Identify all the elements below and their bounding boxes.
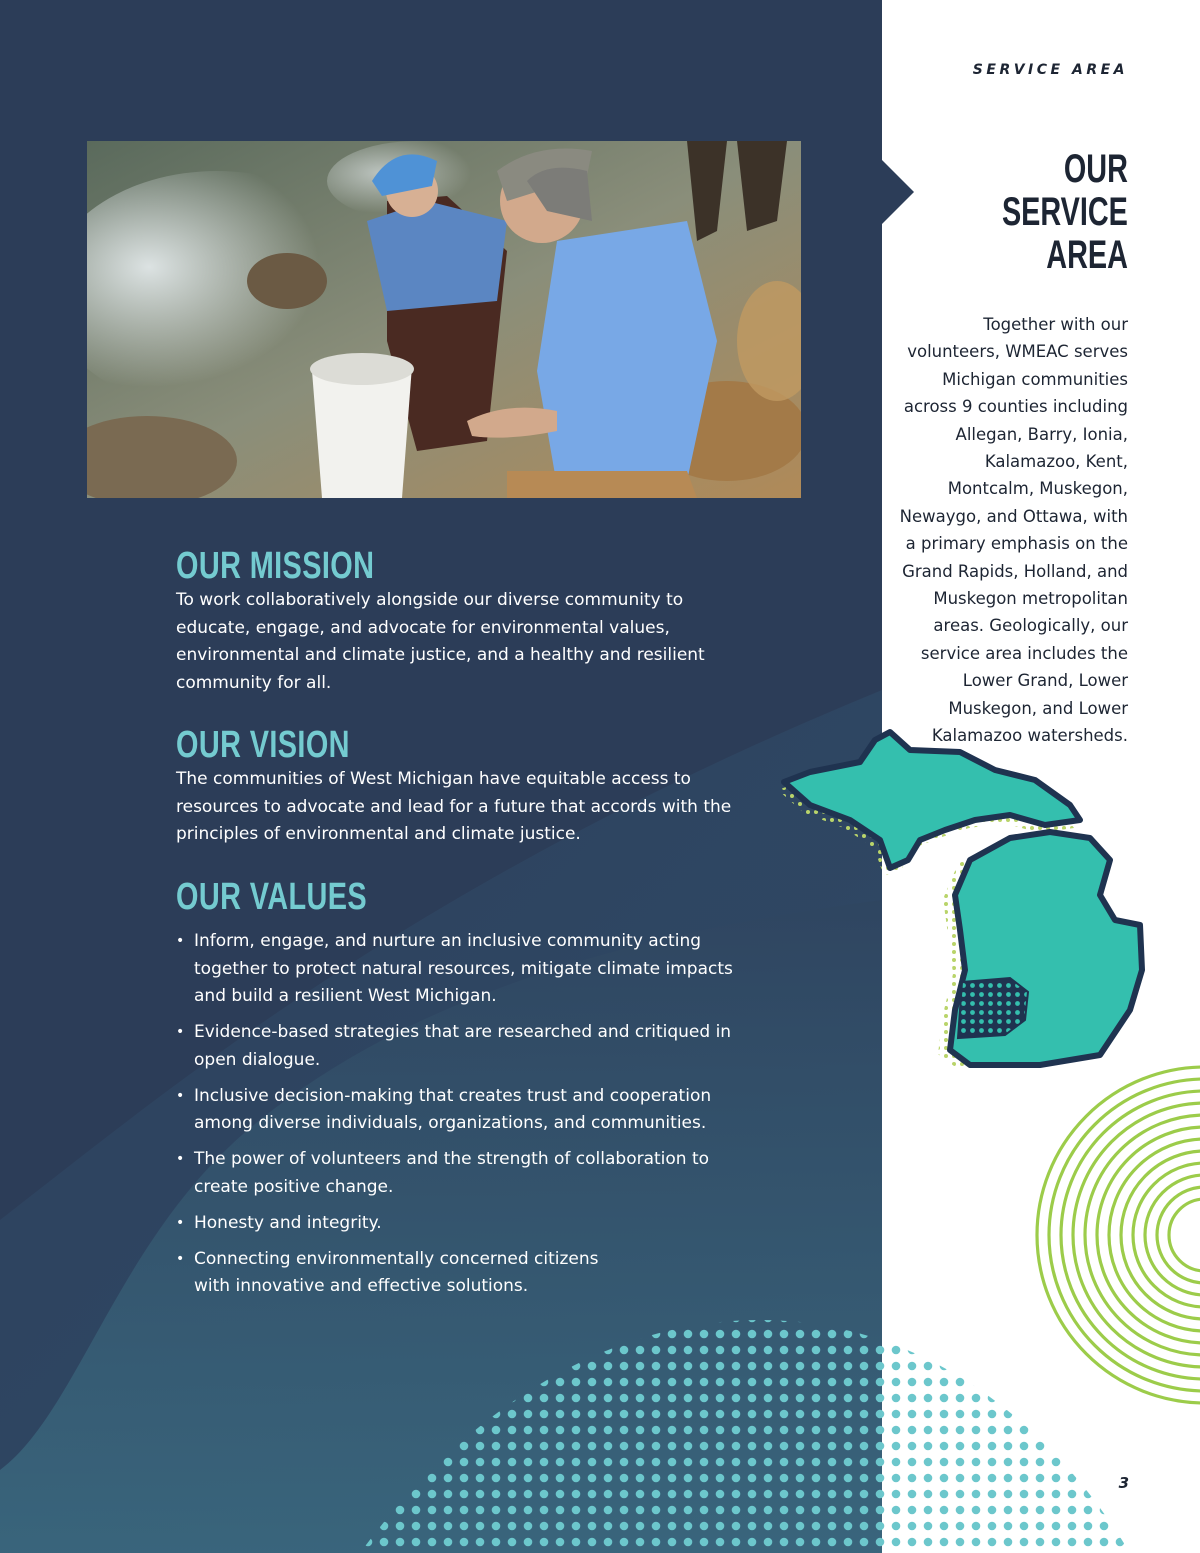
- vision-text: The communities of West Michigan have equitable access to resources to advocate and lead for a future that accords with the principles of environmental and climate justice.: [176, 769, 732, 844]
- eyebrow-label: SERVICE AREA: [972, 62, 1128, 78]
- service-area-description: Together with our volunteers, WMEAC serves Michigan communities across 9 counties including Allegan, Barry, Ionia, Kalamazoo, Kent, Montcalm, Muskegon, Newaygo, and Ottawa, with a primary emphasis on the Grand Rapids, Holland, and Muskegon metropolitan areas. Geologically, our service area includes the Lower Grand, Lower Muskegon, and Lower Kalamazoo watersheds.: [899, 315, 1128, 746]
- vision-heading: OUR VISION: [176, 724, 350, 766]
- title-line: AREA: [1046, 233, 1128, 277]
- pointer-arrow: [880, 158, 914, 226]
- mission-text: To work collaboratively alongside our diverse community to educate, engage, and advocate for environmental values, environmental and climate justice, and a healthy and resilient community for all.: [176, 590, 705, 693]
- mission-heading: OUR MISSION: [176, 545, 375, 587]
- list-item: • Inform, engage, and nurture an inclusive community acting together to protect natural resources, mitigate climate impacts and build a resilient West Michigan.: [176, 928, 736, 1011]
- volunteers-stream-photo: [87, 141, 801, 498]
- photo-icon: [87, 141, 801, 498]
- page-title: [1002, 148, 1128, 277]
- title-line: SERVICE: [1002, 190, 1128, 234]
- list-item: • Evidence-based strategies that are researched and critiqued in open dialogue.: [176, 1019, 736, 1074]
- list-item: • The power of volunteers and the strength of collaboration to create positive change.: [176, 1146, 736, 1201]
- concentric-rings-decoration: [1030, 1050, 1200, 1420]
- michigan-map: [770, 720, 1160, 1090]
- list-item: • Connecting environmentally concerned citizens with innovative and effective solutions.: [176, 1246, 614, 1301]
- values-list: [176, 928, 736, 1309]
- title-line: OUR: [1063, 147, 1128, 191]
- list-item: • Honesty and integrity.: [176, 1210, 736, 1238]
- values-heading: OUR VALUES: [176, 876, 368, 918]
- list-item: • Inclusive decision-making that creates trust and cooperation among diverse individuals, organizations, and communities.: [176, 1083, 736, 1138]
- page-number: 3: [1118, 1474, 1129, 1492]
